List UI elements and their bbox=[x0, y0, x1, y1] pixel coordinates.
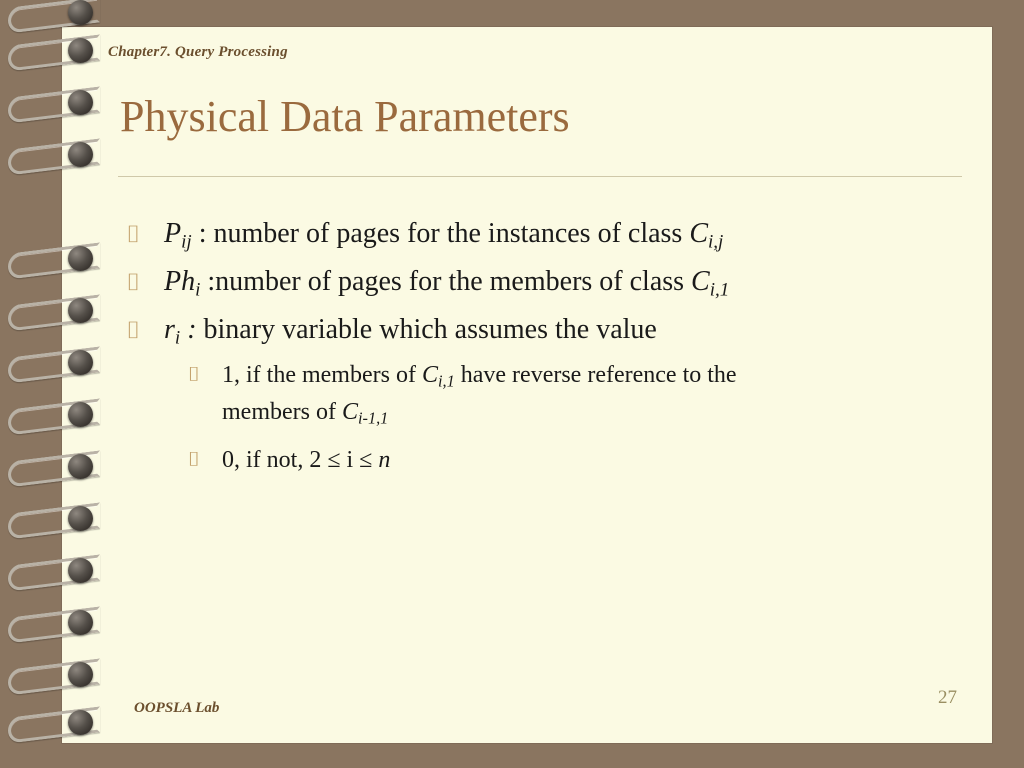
spiral-ring bbox=[8, 710, 112, 736]
symbol-c-subscript: i,1 bbox=[437, 371, 455, 391]
spiral-ring bbox=[8, 662, 112, 688]
spiral-bead bbox=[68, 90, 93, 115]
sub-bullet-text-cont: have reverse reference to the bbox=[454, 361, 737, 388]
spiral-bead bbox=[68, 506, 93, 531]
bullet-marker-icon: ⌷ bbox=[188, 447, 200, 472]
spiral-ring bbox=[8, 558, 112, 584]
bullet-text: : number of pages for the instances of class bbox=[191, 218, 690, 249]
bullet-item bbox=[118, 310, 978, 352]
bullet-item bbox=[118, 262, 978, 304]
spiral-bead bbox=[68, 610, 93, 635]
symbol-c-subscript: i,j bbox=[708, 231, 724, 253]
symbol-c-subscript: i-1,1 bbox=[357, 408, 389, 428]
symbol-ph: Ph bbox=[164, 265, 196, 297]
spiral-ring bbox=[8, 246, 112, 272]
spiral-bead bbox=[68, 454, 93, 479]
sub-bullet-item bbox=[118, 358, 978, 393]
spiral-ring bbox=[8, 506, 112, 532]
sub-bullet-item bbox=[118, 443, 978, 477]
spiral-ring bbox=[8, 90, 112, 116]
symbol-r: r bbox=[164, 313, 175, 345]
symbol-c: C bbox=[421, 361, 438, 388]
spiral-binding bbox=[0, 0, 120, 768]
symbol-p: P bbox=[164, 218, 182, 249]
bullet-text: :number of pages for the members of class bbox=[200, 265, 692, 297]
page-number: 27 bbox=[938, 687, 957, 708]
spiral-bead bbox=[68, 350, 93, 375]
spiral-bead bbox=[68, 402, 93, 427]
slide-header-label: Chapter7. Query Processing bbox=[108, 44, 288, 60]
symbol-r-colon: : bbox=[180, 313, 204, 345]
spiral-ring bbox=[8, 350, 112, 376]
symbol-r-subscript: i bbox=[174, 327, 181, 349]
symbol-c: C bbox=[341, 398, 358, 425]
spiral-bead bbox=[68, 298, 93, 323]
symbol-c-subscript: i,1 bbox=[709, 279, 730, 301]
spiral-bead bbox=[68, 142, 93, 167]
bullet-marker-icon: ⌷ bbox=[126, 267, 141, 296]
symbol-ph-subscript: i bbox=[195, 279, 201, 301]
spiral-ring bbox=[8, 142, 112, 168]
title-divider bbox=[118, 176, 962, 177]
spiral-ring bbox=[8, 610, 112, 636]
page-title: Physical Data Parameters bbox=[120, 92, 570, 141]
spiral-ring bbox=[8, 0, 112, 26]
slide-body bbox=[118, 214, 978, 479]
spiral-ring bbox=[8, 38, 112, 64]
bullet-marker-icon: ⌷ bbox=[126, 315, 141, 344]
symbol-c: C bbox=[691, 265, 710, 297]
bullet-marker-icon: ⌷ bbox=[126, 220, 141, 248]
spiral-ring bbox=[8, 454, 112, 480]
spiral-ring bbox=[8, 298, 112, 324]
bullet-text: binary variable which assumes the value bbox=[203, 313, 657, 345]
sub-bullet-text-cont2: members of bbox=[222, 398, 342, 425]
bullet-marker-icon: ⌷ bbox=[188, 361, 200, 386]
sub-bullet-wrap-line bbox=[118, 395, 978, 430]
slide-footer-label: OOPSLA Lab bbox=[134, 700, 220, 716]
sub-bullet-text: 0, if not, 2 ≤ i ≤ bbox=[222, 447, 379, 474]
spiral-bead bbox=[68, 710, 93, 735]
sub-bullet-text: 1, if the members of bbox=[222, 361, 422, 388]
symbol-p-subscript: ij bbox=[181, 231, 192, 253]
spiral-bead bbox=[68, 246, 93, 271]
spiral-bead bbox=[68, 38, 93, 63]
symbol-c: C bbox=[689, 218, 709, 249]
spiral-ring bbox=[8, 402, 112, 428]
symbol-n: n bbox=[378, 447, 391, 474]
spiral-bead bbox=[68, 0, 93, 25]
spiral-bead bbox=[68, 662, 93, 687]
spiral-bead bbox=[68, 558, 93, 583]
bullet-item bbox=[118, 214, 978, 256]
